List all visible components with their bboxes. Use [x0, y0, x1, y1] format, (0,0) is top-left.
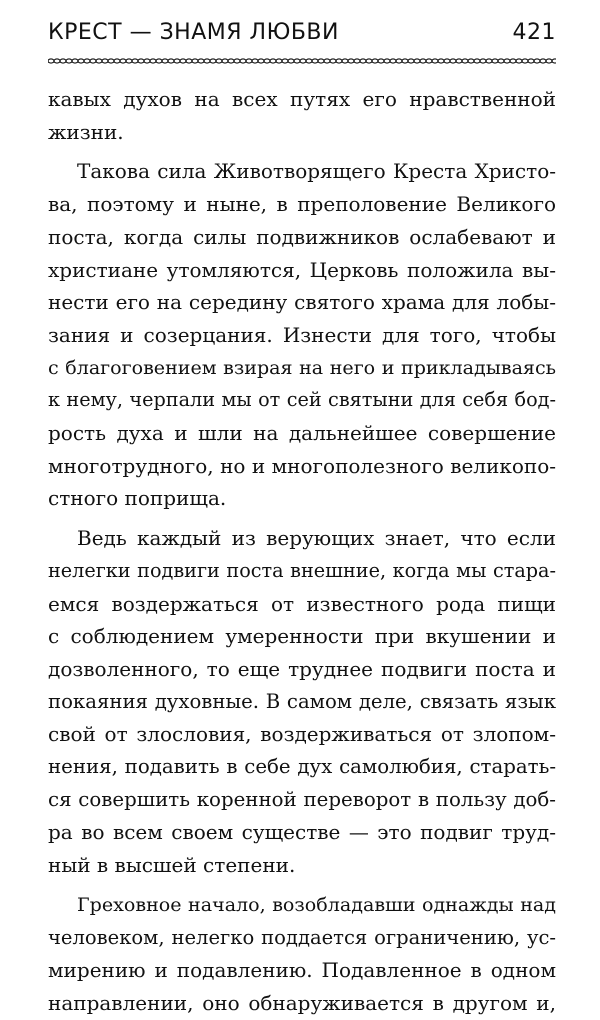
paragraph [48, 522, 556, 882]
text-line: емся воздержаться от известного рода пищи [48, 591, 556, 616]
text-line: нести его на середину святого храма для лобы- [48, 290, 556, 315]
text-line: нелегки подвиги поста внешние, когда мы стара- [48, 558, 556, 582]
text-line: Ведь каждый из верующих знает, что если [77, 526, 556, 551]
paragraph [48, 83, 556, 148]
main-text [48, 83, 556, 1020]
text-line: жизни. [48, 119, 124, 144]
page-number: 421 [512, 20, 556, 45]
text-line: многотрудного, но и многополезного великопо- [48, 453, 556, 478]
text-line: мирению и подавлению. Подавленное в одном [48, 958, 556, 983]
text-line: ся совершить коренной переворот в пользу доб- [48, 787, 556, 811]
text-line: ва, поэтому и ныне, в преполовение Великого [48, 192, 556, 217]
text-line: с соблюдением умеренности при вкушении и [48, 624, 556, 649]
text-line: нения, подавить в себе дух самолюбия, старать- [48, 755, 556, 779]
text-line: зания и созерцания. Изнести для того, чтобы [48, 322, 556, 347]
ornamental-rule [48, 58, 556, 64]
text-line: кавых духов на всех путях его нравственной [48, 87, 556, 111]
paragraph [48, 889, 556, 1020]
text-line: свой от злословия, воздерживаться от злопом- [48, 722, 556, 747]
running-head [48, 20, 556, 50]
text-line: человеком, нелегко поддается ограничению, ус- [48, 925, 556, 949]
text-line: с благоговением взирая на него и прикладываясь [48, 356, 556, 379]
text-line: христиане утомляются, Церковь положила вы- [48, 257, 556, 282]
text-line: Такова сила Животворящего Креста Христо- [77, 159, 556, 184]
text-line: Греховное начало, возобладавши однажды над [77, 893, 556, 916]
text-line: дозволенного, то еще труднее подвиги поста и [48, 656, 556, 681]
paragraph [48, 155, 556, 515]
book-page [48, 0, 556, 1015]
text-line: ный в высшей степени. [48, 853, 296, 878]
text-line: покаяния духовные. В самом деле, связать язык [48, 689, 556, 713]
text-line: к нему, черпали мы от сей святыни для себя бод- [48, 388, 556, 412]
running-title: КРЕСТ — ЗНАМЯ ЛЮБВИ [48, 20, 339, 45]
text-line: поста, когда силы подвижников ослабевают и [48, 224, 556, 249]
text-line: ра во всем своем существе — это подвиг труд- [48, 820, 556, 845]
text-line: стного поприща. [48, 486, 227, 511]
text-line: рость духа и шли на дальнейшее совершение [48, 421, 556, 446]
text-line: направлении, оно обнаруживается в другом и, [48, 990, 556, 1015]
